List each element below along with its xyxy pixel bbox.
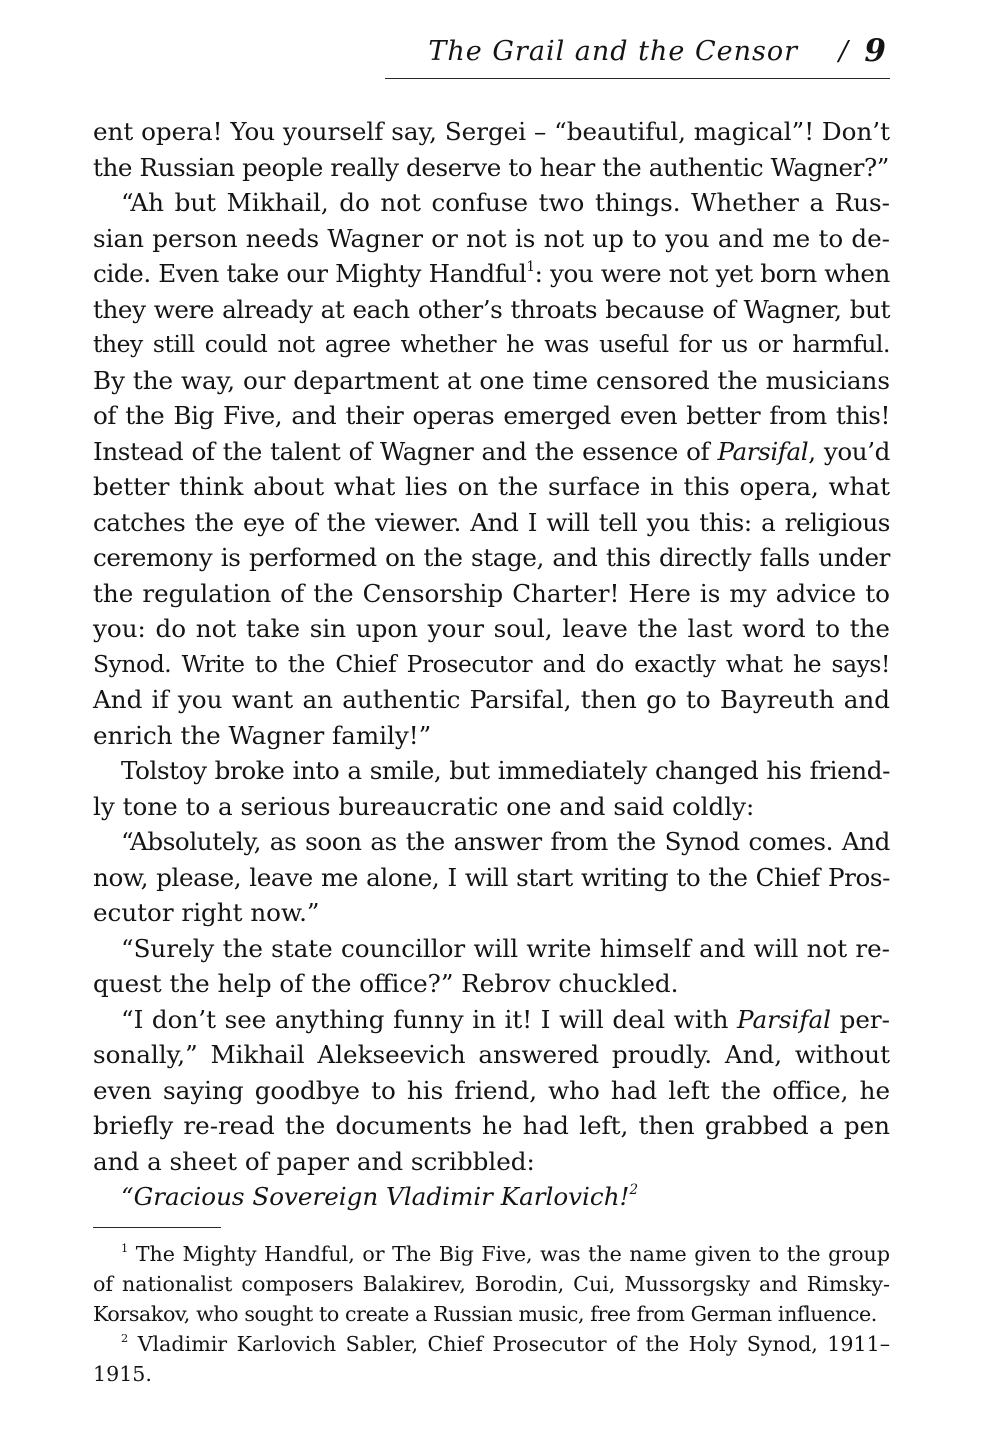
text-line: now, please, leave me alone, I will start writing to the Chief Pros- (93, 862, 890, 892)
footnote-line: Korsakov, who sought to create a Russian music, free from German influence. (93, 1302, 877, 1326)
text-line: ecutor right now.” (93, 898, 320, 927)
text-line: “Ah but Mikhail, do not confuse two things. Whether a Rus- (121, 188, 890, 217)
text-line: and a sheet of paper and scribbled: (93, 1146, 535, 1176)
text-line: the regulation of the Censorship Charter! Here is my advice to (93, 578, 890, 608)
footnote-text: Vladimir Karlovich Sabler, Chief Prosecutor of the Holy Synod, 1911– (137, 1332, 890, 1356)
footnote-1 (93, 1239, 890, 1269)
text-line: better think about what lies on the surface in this opera, what (93, 472, 890, 501)
text-fragment: : you were not yet born when (534, 259, 890, 288)
text-line: quest the help of the office?” Rebrov chuckled. (93, 969, 679, 998)
footnote-marker: 2 (121, 1330, 129, 1345)
text-fragment: per- (831, 1004, 890, 1034)
footnote-rule (93, 1227, 221, 1228)
text-fragment: cide. Even take our Mighty Handful (93, 259, 527, 288)
footnotes (93, 1239, 890, 1389)
text-line (93, 1002, 890, 1038)
text-line: Tolstoy broke into a smile, but immediately changed his friend- (121, 756, 890, 785)
text-line (93, 434, 890, 470)
text-line: they still could not agree whether he was useful for us or harmful. (93, 330, 890, 358)
text-line: even saying goodbye to his friend, who had left the office, he (93, 1075, 890, 1105)
text-line: “Absolutely, as soon as the answer from the Synod comes. And (121, 827, 890, 856)
text-line: they were already at each other’s throats because of Wagner, but (93, 294, 890, 324)
text-line: By the way, our department at one time censored the musicians (93, 365, 890, 395)
text-line: ceremony is performed on the stage, and this directly falls under (93, 543, 890, 572)
text-line: And if you want an authentic Parsifal, then go to Bayreuth and (93, 685, 890, 714)
text-line: ly tone to a serious bureaucratic one and said coldly: (93, 791, 755, 821)
footnote-marker: 1 (121, 1240, 129, 1255)
text-line (93, 256, 890, 292)
text-fragment: “I don’t see anything funny in it! I will deal with (121, 1004, 738, 1034)
header-separator: / (838, 36, 848, 67)
text-fragment: “Gracious Sovereign Vladimir Karlovich! (121, 1182, 630, 1211)
text-line: of the Big Five, and their operas emerged even better from this! (93, 401, 890, 430)
body-text (93, 114, 890, 1215)
running-header (385, 34, 890, 79)
text-line: sian person needs Wagner or not is not up to you and me to de- (93, 223, 890, 253)
footnote-2 (93, 1329, 890, 1359)
text-line: ent opera! You yourself say, Sergei – “beautiful, magical”! Don’t (93, 117, 890, 146)
footnote-ref-1: 1 (526, 259, 535, 276)
text-line: briefly re-read the documents he had left, then grabbed a pen (93, 1111, 890, 1140)
footnote-ref-2: 2 (629, 1182, 639, 1199)
text-line: “Surely the state councillor will write himself and will not re- (121, 933, 890, 963)
page-number: 9 (864, 33, 886, 69)
text-fragment: Instead of the talent of Wagner and the essence of (93, 436, 718, 466)
footnote-text: The Mighty Handful, or The Big Five, was the name given to the group (135, 1242, 890, 1266)
text-line: the Russian people really deserve to hear the authentic Wagner?” (93, 152, 889, 182)
text-line: Synod. Write to the Chief Prosecutor and do exactly what he says! (93, 649, 890, 678)
text-fragment: , you’d (808, 436, 890, 466)
footnote-line: of nationalist composers Balakirev, Borodin, Cui, Mussorgsky and Rimsky- (93, 1272, 890, 1296)
letter-salutation (93, 1179, 890, 1215)
footnote-line: 1915. (93, 1362, 152, 1386)
opera-title-parsifal: Parsifal (717, 436, 809, 466)
text-line: sonally,” Mikhail Alekseevich answered proudly. And, without (93, 1040, 890, 1069)
running-title: The Grail and the Censor (428, 36, 798, 67)
text-line: catches the eye of the viewer. And I will tell you this: a religious (93, 507, 890, 537)
text-line: you: do not take sin upon your soul, leave the last word to the (93, 614, 890, 643)
text-line: enrich the Wagner family!” (93, 720, 432, 750)
opera-title-parsifal: Parsifal (737, 1004, 832, 1034)
